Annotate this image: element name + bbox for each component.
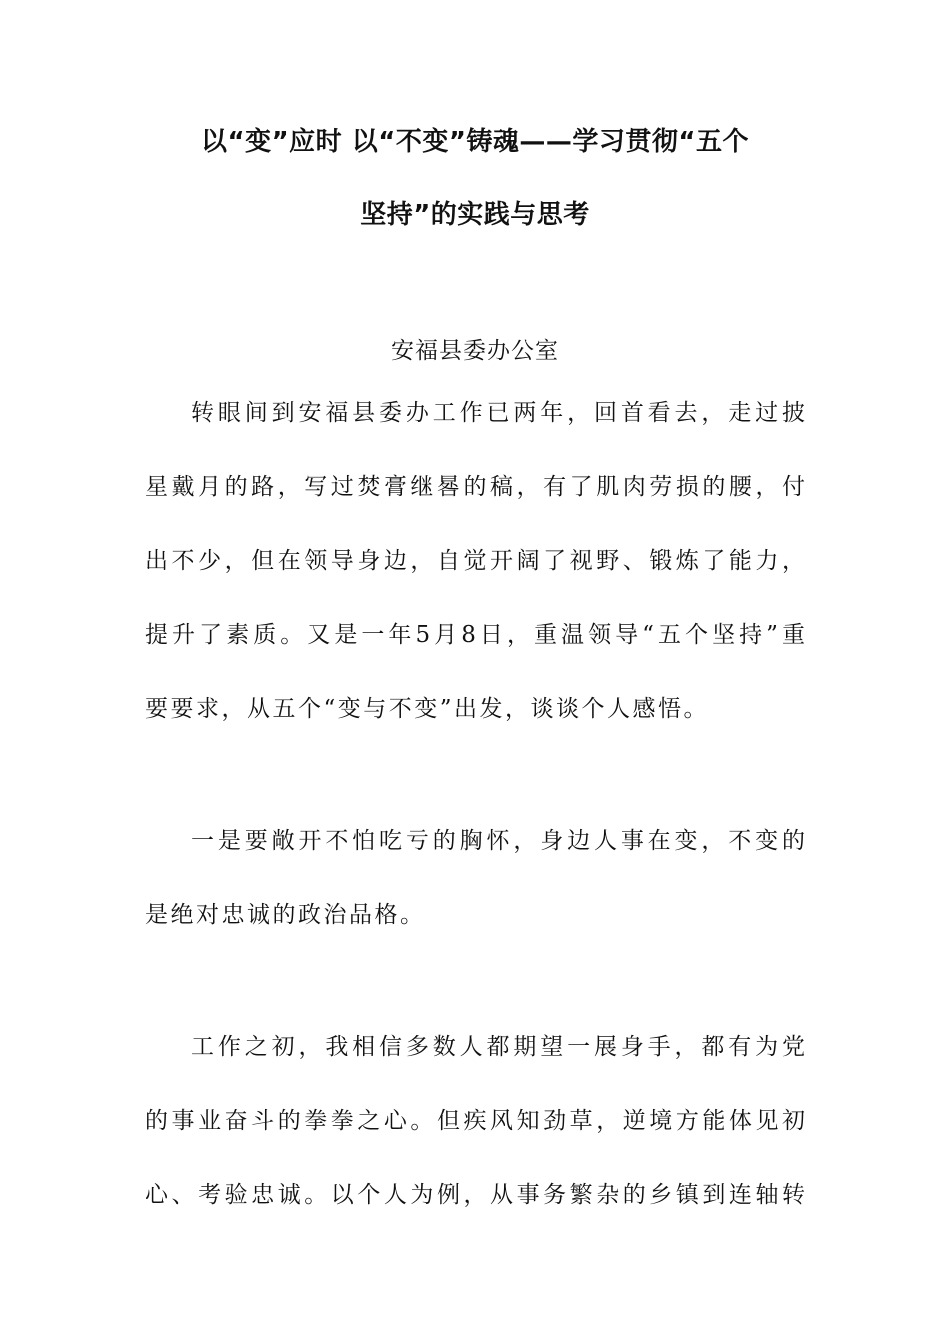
paragraph-2-line-2: 是绝对忠诚的政治品格。 xyxy=(145,902,426,928)
paragraph-1-line-3: 出不少，但在领导身边，自觉开阔了视野、锻炼了能力， xyxy=(145,548,805,574)
author: 安福县委办公室 xyxy=(391,338,559,364)
paragraph-1-line-4: 提升了素质。又是一年5月8日，重温领导“五个坚持”重 xyxy=(145,622,805,648)
paragraph-3-line-2: 的事业奋斗的拳拳之心。但疾风知劲草，逆境方能体见初 xyxy=(145,1108,805,1134)
paragraph-1-line-5: 要要求，从五个“变与不变”出发，谈谈个人感悟。 xyxy=(145,696,710,722)
paragraph-3-line-1: 工作之初，我相信多数人都期望一展身手，都有为党 xyxy=(191,1034,805,1060)
paragraph-1-line-2: 星戴月的路，写过焚膏继晷的稿，有了肌肉劳损的腰，付 xyxy=(145,474,805,500)
title-line-2: 坚持”的实践与思考 xyxy=(360,200,590,230)
title-line-1: 以“变”应时 以“不变”铸魂——学习贯彻“五个 xyxy=(201,127,749,157)
paragraph-3-line-3: 心、考验忠诚。以个人为例，从事务繁杂的乡镇到连轴转 xyxy=(145,1182,805,1208)
paragraph-2-line-1: 一是要敞开不怕吃亏的胸怀，身边人事在变，不变的 xyxy=(191,828,805,854)
paragraph-1-line-1: 转眼间到安福县委办工作已两年，回首看去，走过披 xyxy=(191,400,805,426)
